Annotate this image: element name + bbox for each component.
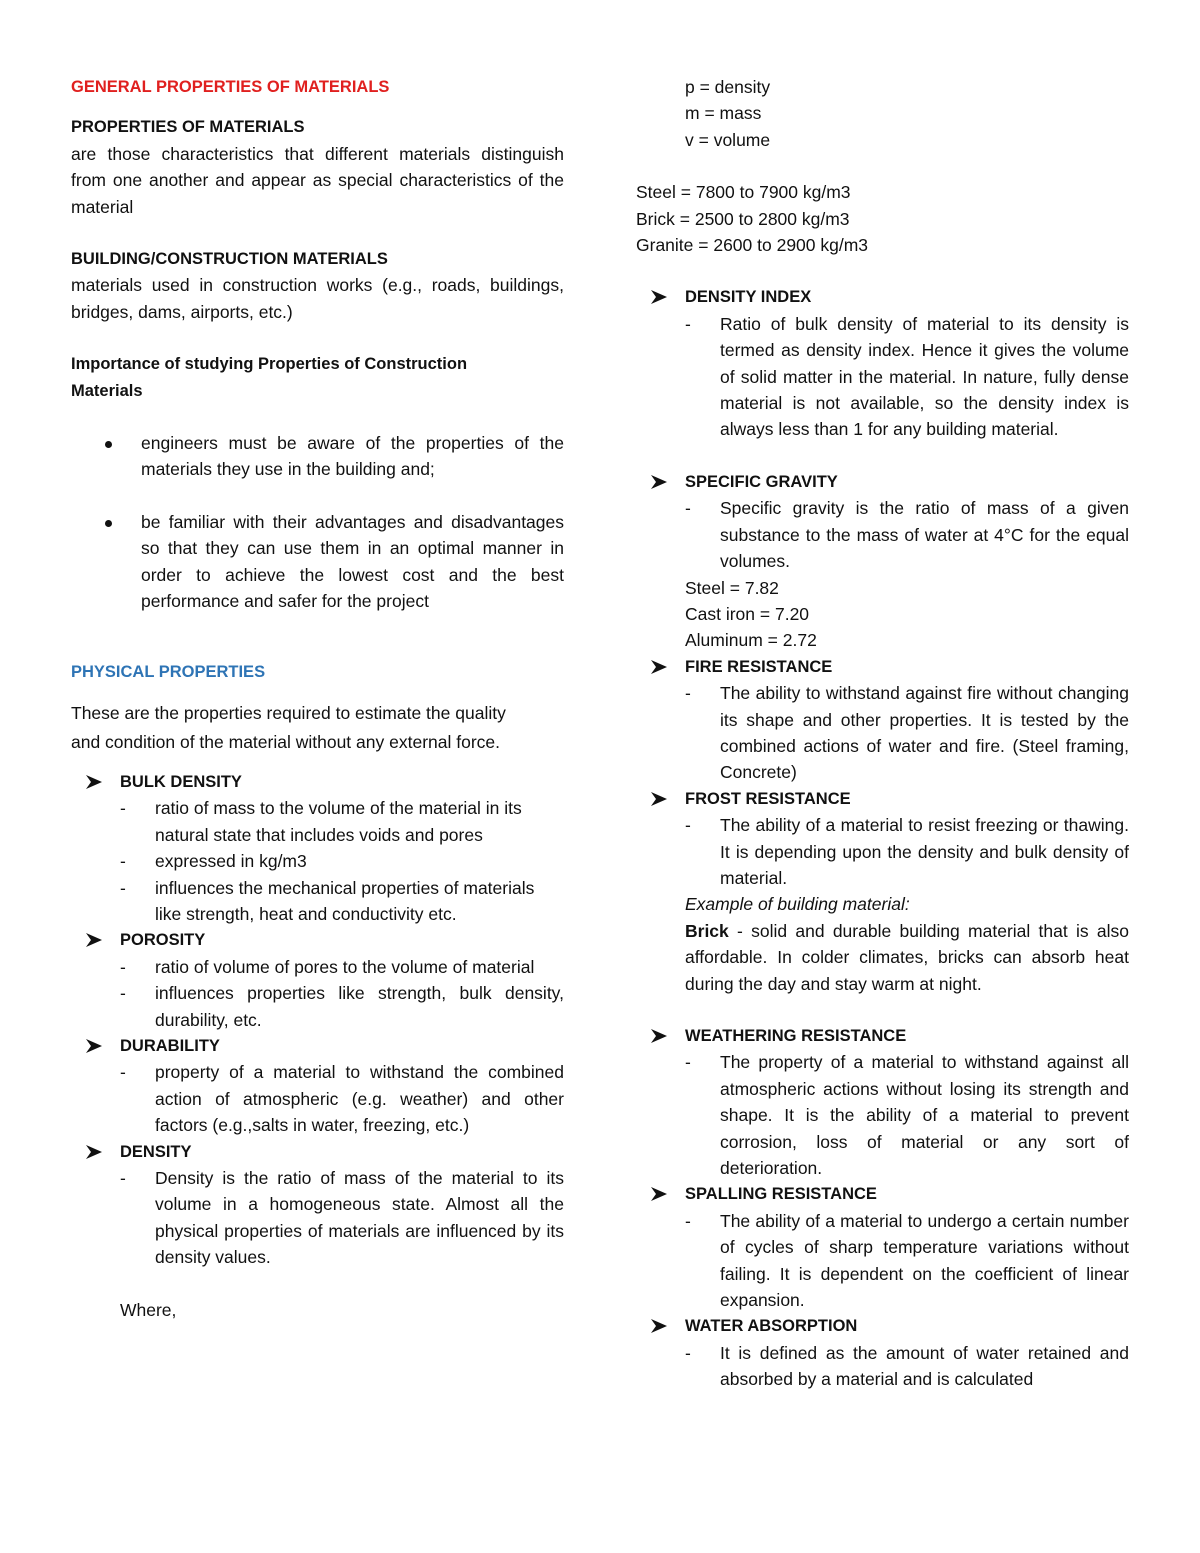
example-label: Example of building material: [685, 894, 910, 915]
bullet-icon [105, 441, 112, 448]
section-heading: SPECIFIC GRAVITY [685, 472, 838, 491]
list-item: - The ability to withstand against fire without changing its shape and other properties. It is tested by the combined actions of water and fire. (Steel framing, Concrete) [685, 683, 1129, 783]
list-item: engineers must be aware of the properties of the materials they use in the building and; [71, 430, 564, 483]
list-item: - Ratio of bulk density of material to its density is termed as density index. Hence it gives the volume of solid matter in the material. In nature, fully dense material is not available, so the density index is always less than 1 for any building material. [685, 313, 1129, 440]
section-density-index [636, 284, 1129, 442]
section-frost-resistance [636, 786, 1129, 997]
where-label: Where, [120, 1299, 177, 1320]
density-value: Steel = 7800 to 7900 kg/m3 [636, 182, 851, 203]
section-heading: WEATHERING RESISTANCE [685, 1027, 907, 1045]
arrow-bullet-icon [650, 791, 668, 807]
section-heading: FROST RESISTANCE [685, 789, 851, 808]
arrow-bullet-icon [650, 1028, 668, 1044]
list-item: - The ability of a material to undergo a certain number of cycles of sharp temperature variations without failing. It is dependent on the coefficient of linear expansion. [685, 1210, 1129, 1311]
section-fire-resistance [636, 654, 1129, 786]
arrow-bullet-icon [85, 1038, 103, 1054]
section-heading: DURABILITY [120, 1036, 220, 1055]
list-item: - property of a material to withstand the combined action of atmospheric (e.g. weather) and other factors (e.g.,salts in water, freezing, etc.) [120, 1062, 564, 1136]
section-density [71, 1139, 564, 1323]
arrow-bullet-icon [650, 289, 668, 305]
list-item: - influences properties like strength, bulk density, durability, etc. [120, 983, 564, 1030]
physical-properties-text: These are the properties required to estimate the quality and condition of the material without any external force. [71, 702, 506, 752]
gravity-value: Cast iron = 7.20 [685, 603, 810, 624]
section-porosity [71, 927, 564, 1033]
density-value: Granite = 2600 to 2900 kg/m3 [636, 235, 869, 256]
arrow-bullet-icon [650, 1186, 668, 1202]
list-item: - It is defined as the amount of water retained and absorbed by a material and is calculated [685, 1342, 1129, 1390]
list-item: - ratio of volume of pores to the volume of material [120, 956, 535, 977]
list-item: - Density is the ratio of mass of the material to its volume in a homogeneous state. Almost all the physical properties of materials are influenced by its density values. [120, 1168, 564, 1268]
list-item: be familiar with their advantages and disadvantages so that they can use them in an optimal manner in order to achieve the lowest cost and the best performance and safer for the project [71, 509, 564, 615]
properties-text: are those characteristics that different materials distinguish from one another and appear as special characteristics of the material [71, 143, 564, 217]
document-title: GENERAL PROPERTIES OF MATERIALS [71, 78, 390, 96]
arrow-bullet-icon [650, 1318, 668, 1334]
section-heading: WATER ABSORPTION [685, 1317, 858, 1336]
section-spalling-resistance [636, 1181, 1129, 1313]
physical-properties-heading: PHYSICAL PROPERTIES [71, 662, 266, 681]
list-item: - The ability of a material to resist freezing or thawing. It is depending upon the density and bulk density of material. [685, 815, 1129, 888]
density-value: Brick = 2500 to 2800 kg/m3 [636, 208, 850, 229]
properties-heading: PROPERTIES OF MATERIALS [71, 118, 305, 137]
importance-list [71, 430, 564, 614]
section-water-absorption [636, 1313, 1129, 1392]
arrow-bullet-icon [650, 659, 668, 675]
left-column [71, 74, 564, 1323]
building-materials-text: materials used in construction works (e.g., roads, buildings, bridges, dams, airports, etc.) [71, 275, 564, 322]
arrow-bullet-icon [85, 774, 103, 790]
density-variables: p = density m = mass v = volume [685, 77, 771, 150]
list-item: - The property of a material to withstand against all atmospheric actions without losing its strength and shape. It is the ability of a material to prevent corrosion, loss of material or any sort of deterioration. [685, 1052, 1129, 1179]
arrow-bullet-icon [85, 932, 103, 948]
gravity-value: Steel = 7.82 [685, 577, 779, 598]
section-weathering-resistance [636, 1023, 1129, 1181]
building-materials-heading: BUILDING/CONSTRUCTION MATERIALS [71, 250, 388, 269]
section-bulk-density [71, 769, 564, 927]
list-item: - expressed in kg/m3 [120, 851, 307, 872]
section-heading: DENSITY [120, 1142, 192, 1161]
section-heading: DENSITY INDEX [685, 288, 812, 307]
list-item: - Specific gravity is the ratio of mass of a given substance to the mass of water at 4°C for the equal volumes. [685, 498, 1129, 572]
section-heading: FIRE RESISTANCE [685, 657, 833, 676]
section-heading: SPALLING RESISTANCE [685, 1185, 877, 1204]
list-item: - ratio of mass to the volume of the material in its natural state that includes voids and pores [120, 798, 522, 845]
section-specific-gravity [636, 469, 1129, 654]
gravity-value: Aluminum = 2.72 [685, 630, 817, 651]
right-column [636, 74, 1129, 1393]
arrow-bullet-icon [650, 474, 668, 490]
section-heading: BULK DENSITY [120, 772, 242, 791]
list-item: - influences the mechanical properties of materials like strength, heat and conductivity etc. [120, 877, 535, 924]
section-heading: POROSITY [120, 931, 206, 950]
section-durability [71, 1033, 564, 1139]
bullet-icon [105, 520, 112, 527]
example-text: Brick - solid and durable building material that is also affordable. In colder climates, bricks can absorb heat during the day and stay warm at night. [685, 920, 1129, 994]
arrow-bullet-icon [85, 1144, 103, 1160]
importance-heading: Importance of studying Properties of Construction Materials [71, 355, 468, 400]
